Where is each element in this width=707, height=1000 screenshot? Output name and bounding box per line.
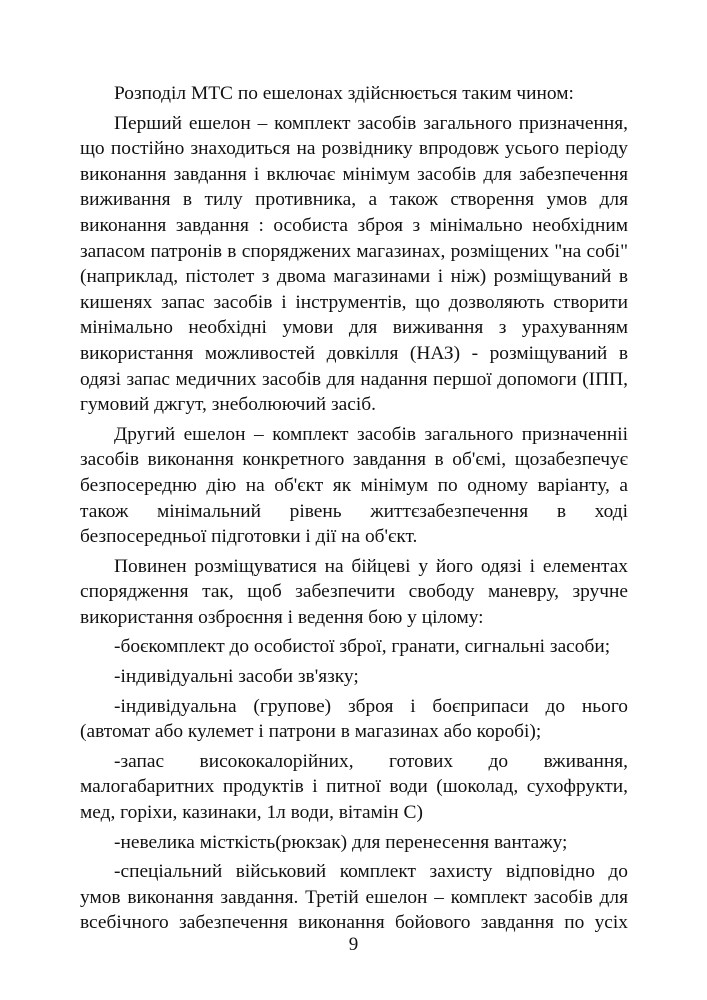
paragraph-placement: Повинен розміщуватися на бійцеві у його одязі і елементах спорядження так, щоб забезпечити свободу маневру, зручне використання озброєння і ведення бою у цілому:: [80, 555, 628, 628]
paragraph-first-echelon: Перший ешелон – комплект засобів загального призначення, що постійно знаходиться на розвіднику впродовж усього періоду виконання завдання і включає мінімум засобів для забезпечення виживання в тилу противника, а також створення умов для виконання завдання : особиста зброя з мінімально необхідним запасом патронів в споряджених магазинах, розміщених "на собі" (наприклад, пістолет з двома магазинами і ніж) розміщуваний в кишенях запас засобів і інструментів, що дозволяють створити мінімально необхідні умови для виживання з урахуванням використання можливостей довкілля (НАЗ) - розміщуваний в одязі запас медичних засобів для надання першої допомоги (ІПП, гумовий джгут, знеболюючий засіб.: [80, 112, 628, 416]
list-item: -невелика місткість(рюкзак) для перенесення вантажу;: [114, 831, 568, 853]
list-item: -запас висококалорійних, готових до вживання, малогабаритних продуктів і питної води (шоколад, сухофрукти, мед, горіхи, казинаки, 1л води, вітамін С): [80, 750, 628, 824]
list-item: -індивідуальні засоби зв'язку;: [114, 666, 359, 688]
document-body: [80, 81, 628, 940]
list-item: -боєкомплект до особистої зброї, гранати, сигнальні засоби;: [114, 636, 611, 658]
list-item: -спеціальний військовий комплект захисту відповідно до умов виконання завдання. Третій ешелон – комплект засобів для всебічного забезпечення виконання бойового завдання по усіх: [80, 861, 628, 934]
paragraph-intro: Розподіл МТС по ешелонах здійснюється таким чином:: [114, 83, 574, 104]
paragraph-second-echelon: Другий ешелон – комплект засобів загального призначенніі засобів виконання конкретного завдання в об'ємі, щозабезпечує безпосередню дію на об'єкт як мінімум по одному варіанту, а також мінімальний рівень життєзабезпечення в ході безпосередньої підготовки і дії на об'єкт.: [80, 423, 628, 548]
page-number: 9: [348, 934, 359, 955]
list-item: -індивідуальна (групове) зброя і боєприпаси до нього (автомат або кулемет і патрони в магазинах або коробі);: [80, 695, 628, 743]
